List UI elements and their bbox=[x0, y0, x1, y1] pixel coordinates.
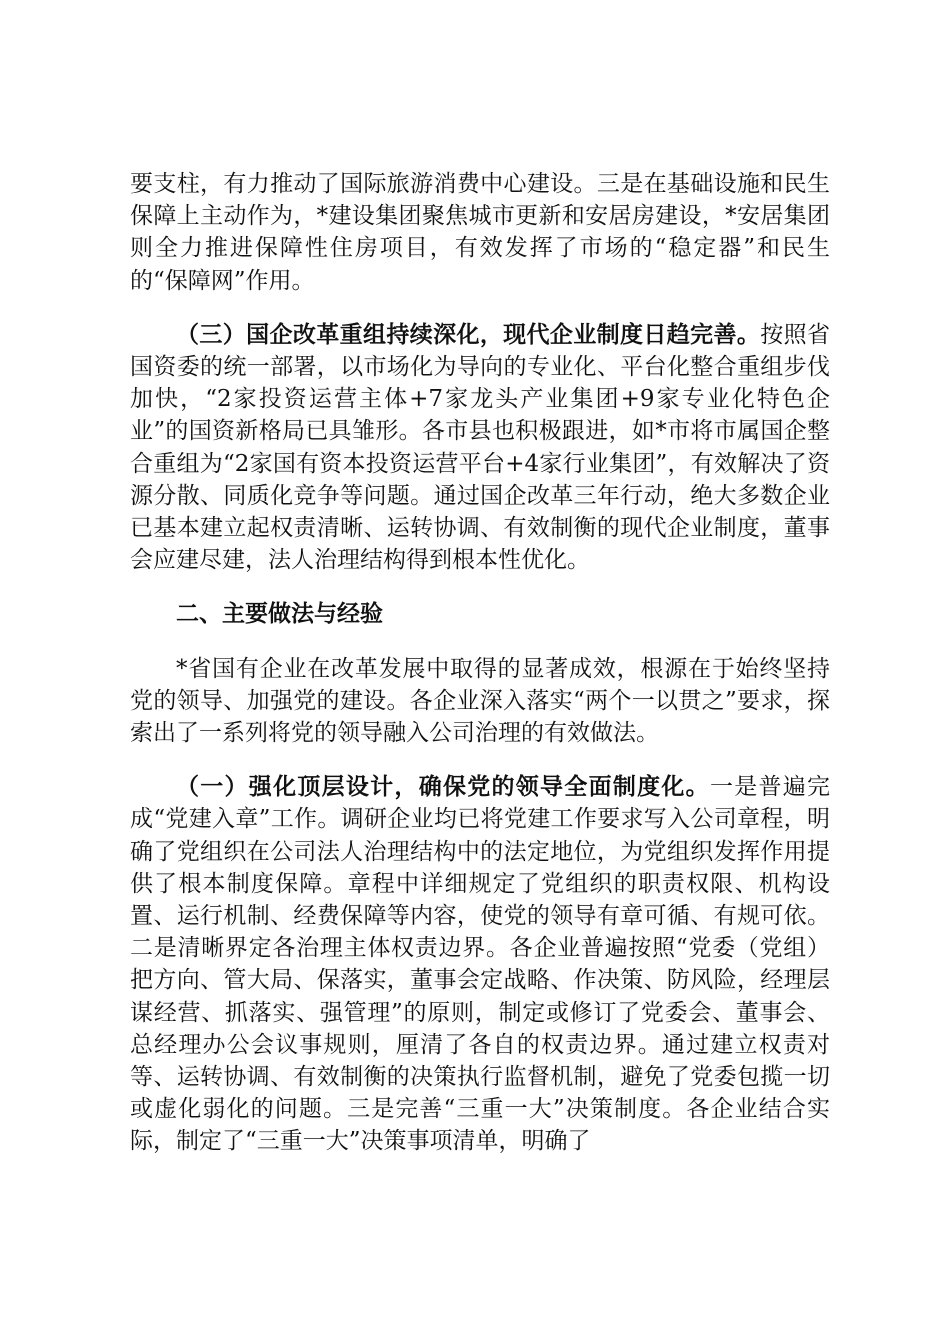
section-three-body: 按照省国资委的统一部署，以市场化为导向的专业化、平台化整合重组步伐加快，“2家投资运营主体+7家龙头产业集团+9家专业化特色企业”的国资新格局已具雏形。各市县也积极跟进，如*市将市属国企整合重组为“2家国有资本投资运营平台+4家行业集团”，有效解决了资源分散、同质化竞争等问题。通过国企改革三年行动，绝大多数企业已基本建立起权责清晰、运转协调、有效制衡的现代企业制度，董事会应建尽建，法人治理结构得到根本性优化。 bbox=[130, 321, 831, 574]
paragraph-section-three bbox=[130, 319, 830, 577]
section-one-body: 一是普遍完成“党建入章”工作。调研企业均已将党建工作要求写入公司章程，明确了党组织在公司法人治理结构中的法定地位，为党组织发挥作用提供了根本制度保障。章程中详细规定了党组织的职责权限、机构设置、运行机制、经费保障等内容，使党的领导有章可循、有规可依。二是清晰界定各治理主体权责边界。各企业普遍按照“党委（党组）把方向、管大局、保落实，董事会定战略、作决策、防风险，经理层谋经营、抓落实、强管理”的原则，制定或修订了党委会、董事会、总经理办公会议事规则，厘清了各自的权责边界。通过建立权责对等、运转协调、有效制衡的决策执行监督机制，避免了党委包揽一切或虚化弱化的问题。三是完善“三重一大”决策制度。各企业结合实际，制定了“三重一大”决策事项清单，明确了 bbox=[130, 774, 831, 1155]
section-one-lead: （一）强化顶层设计，确保党的领导全面制度化。 bbox=[176, 773, 710, 801]
paragraph-intro: *省国有企业在改革发展中取得的显著成效，根源在于始终坚持党的领导、加强党的建设。各企业深入落实“两个一以贯之”要求，探索出了一系列将党的领导融入公司治理的有效做法。 bbox=[130, 655, 830, 747]
heading-main-practices: 二、主要做法与经验 bbox=[176, 600, 383, 628]
section-three-lead: （三）国企改革重组持续深化，现代企业制度日趋完善。 bbox=[176, 320, 761, 348]
paragraph-section-one bbox=[130, 771, 830, 1157]
paragraph-continuation: 要支柱，有力推动了国际旅游消费中心建设。三是在基础设施和民生保障上主动作为，*建设集团聚焦城市更新和安居房建设，*安居集团则全力推进保障性住房项目，有效发挥了市场的“稳定器”和民生的“保障网”作用。 bbox=[130, 171, 830, 294]
document-body bbox=[130, 168, 830, 1158]
